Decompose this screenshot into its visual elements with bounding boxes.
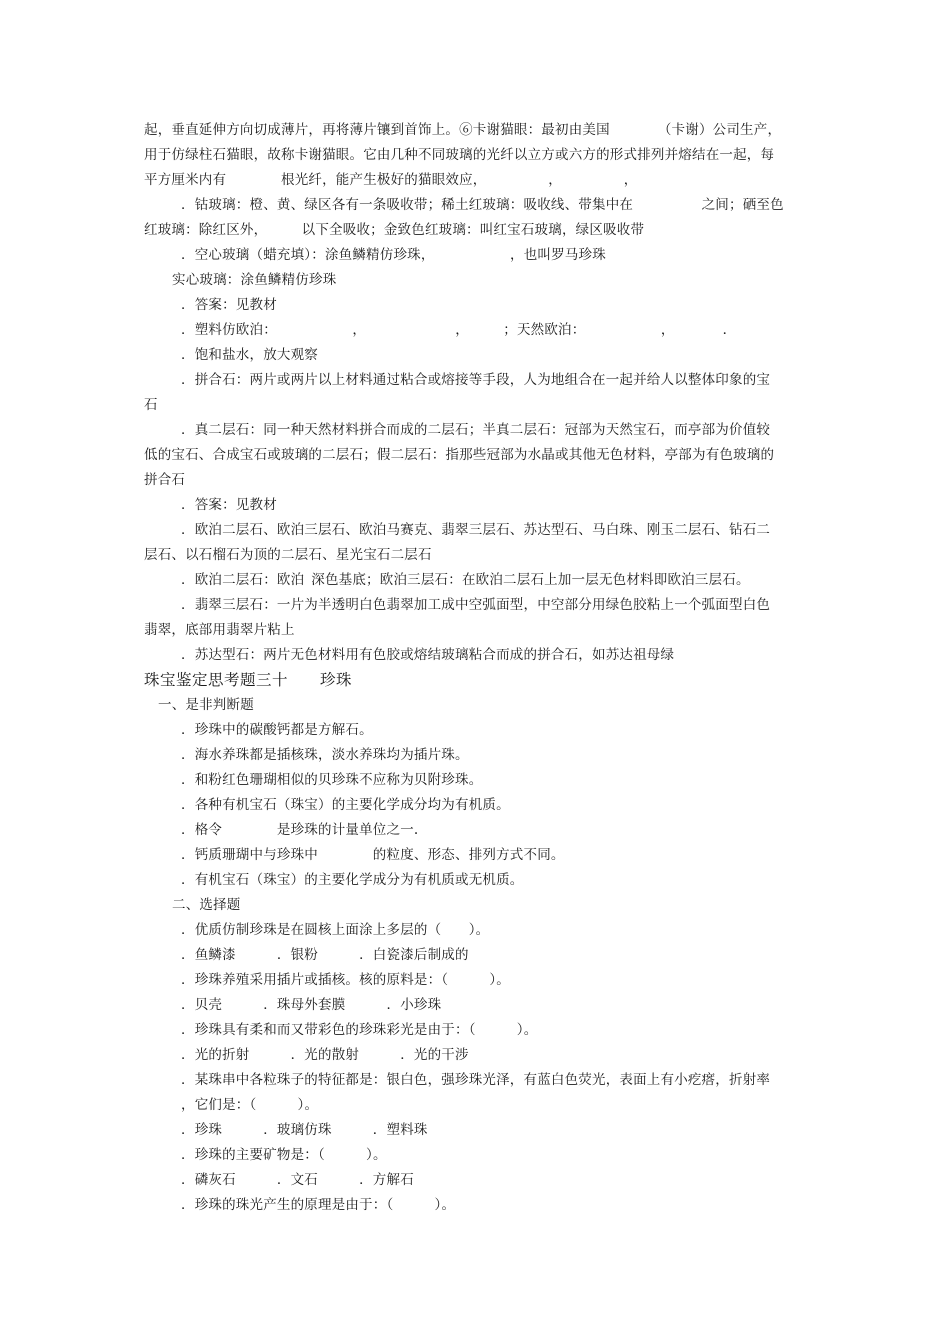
list-item: ．各种有机宝石（珠宝）的主要化学成分均为有机质。 [181, 797, 510, 813]
text-line: 用于仿绿柱石猫眼，故称卡谢猫眼。它由几种不同玻璃的光纤以立方或六方的形式排列并熔结在一起，每 [144, 147, 775, 163]
list-item: ．磷灰石 ．文石 ．方解石 [181, 1172, 414, 1188]
list-item: ．光的折射 ．光的散射 ．光的干涉 [181, 1047, 469, 1063]
text-line: ．欧泊二层石：欧泊 深色基底；欧泊三层石：在欧泊二层石上加一层无色材料即欧泊三层石。 [181, 572, 750, 588]
text-line: 红玻璃：除红区外， 以下全吸收；金致色红玻璃：叫红宝石玻璃，绿区吸收带 [144, 222, 645, 238]
list-item: ．贝壳 ．珠母外套膜 ．小珍珠 [181, 997, 442, 1013]
text-line: ．空心玻璃（蜡充填）：涂鱼鳞精仿珍珠， ，也叫罗马珍珠 [181, 247, 606, 263]
list-item: ．珍珠的主要矿物是：（ ）。 [181, 1147, 387, 1163]
list-item: ．珍珠 ．玻璃仿珠 ．塑料珠 [181, 1122, 428, 1138]
list-item: ．珍珠的珠光产生的原理是由于：（ ）。 [181, 1197, 456, 1213]
section-title: 珠宝鉴定思考题三十 珍珠 [144, 671, 353, 689]
text-line: 拼合石 [144, 472, 186, 488]
text-line: ．饱和盐水，放大观察 [181, 347, 318, 363]
list-item: ．海水养珠都是插核珠，淡水养珠均为插片珠。 [181, 747, 469, 763]
text-line: ．真二层石：同一种天然材料拼合而成的二层石；半真二层石：冠部为天然宝石，而亭部为价值较 [181, 422, 771, 438]
list-item: ．钙质珊瑚中与珍珠中 的粒度、形态、排列方式不同。 [181, 847, 565, 863]
text-line: ．钴玻璃：橙、黄、绿区各有一条吸收带；稀土红玻璃：吸收线、带集中在 之间；硒至色 [181, 197, 784, 213]
text-line: ．拼合石：两片或两片以上材料通过粘合或熔接等手段，人为地组合在一起并给人以整体印象的宝 [181, 372, 771, 388]
text-line: 实心玻璃：涂鱼鳞精仿珍珠 [172, 272, 337, 288]
section-heading: 二、选择题 [172, 897, 241, 913]
list-item: ．珍珠中的碳酸钙都是方解石。 [181, 722, 373, 738]
list-item: ．优质仿制珍珠是在圆核上面涂上多层的（ ）。 [181, 922, 490, 938]
text-line: 层石、以石榴石为顶的二层石、星光宝石二层石 [144, 547, 432, 563]
text-line: 起，垂直延伸方向切成薄片，再将薄片镶到首饰上。⑥卡谢猫眼：最初由美国 （卡谢）公司生产， [144, 122, 782, 138]
list-item: ，它们是：（ ）。 [181, 1097, 319, 1113]
text-line: 翡翠，底部用翡翠片粘上 [144, 622, 295, 638]
text-line: ．欧泊二层石、欧泊三层石、欧泊马赛克、翡翠三层石、苏达型石、马白珠、刚玉二层石、钻石二 [181, 522, 771, 538]
text-line: ．答案：见教材 [181, 297, 277, 313]
text-line: 石 [144, 397, 158, 413]
text-line: ．苏达型石：两片无色材料用有色胶或熔结玻璃粘合而成的拼合石，如苏达祖母绿 [181, 647, 675, 663]
section-heading: 一、是非判断题 [158, 697, 254, 713]
text-line: ．答案：见教材 [181, 497, 277, 513]
text-line: 平方厘米内有 根光纤，能产生极好的猫眼效应， ， ， [144, 172, 638, 188]
text-line: ．翡翠三层石：一片为半透明白色翡翠加工成中空弧面型，中空部分用绿色胶粘上一个弧面型白色 [181, 597, 771, 613]
list-item: ．有机宝石（珠宝）的主要化学成分为有机质或无机质。 [181, 872, 524, 888]
list-item: ．格令 是珍珠的计量单位之一. [181, 822, 419, 838]
list-item: ．某珠串中各粒珠子的特征都是：银白色，强珍珠光泽，有蓝白色荧光，表面上有小疙瘩，折射率 [181, 1072, 771, 1088]
list-item: ．和粉红色珊瑚相似的贝珍珠不应称为贝附珍珠。 [181, 772, 483, 788]
list-item: ．珍珠养殖采用插片或插核。核的原料是：（ ）。 [181, 972, 510, 988]
text-line: ．塑料仿欧泊： ， ， ；天然欧泊： ， ． [181, 322, 737, 338]
list-item: ．鱼鳞漆 ．银粉 ．白瓷漆后制成的 [181, 947, 469, 963]
list-item: ．珍珠具有柔和而又带彩色的珍珠彩光是由于：（ ）。 [181, 1022, 538, 1038]
text-line: 低的宝石、合成宝石或玻璃的二层石；假二层石：指那些冠部为水晶或其他无色材料，亭部为有色玻璃的 [144, 447, 775, 463]
